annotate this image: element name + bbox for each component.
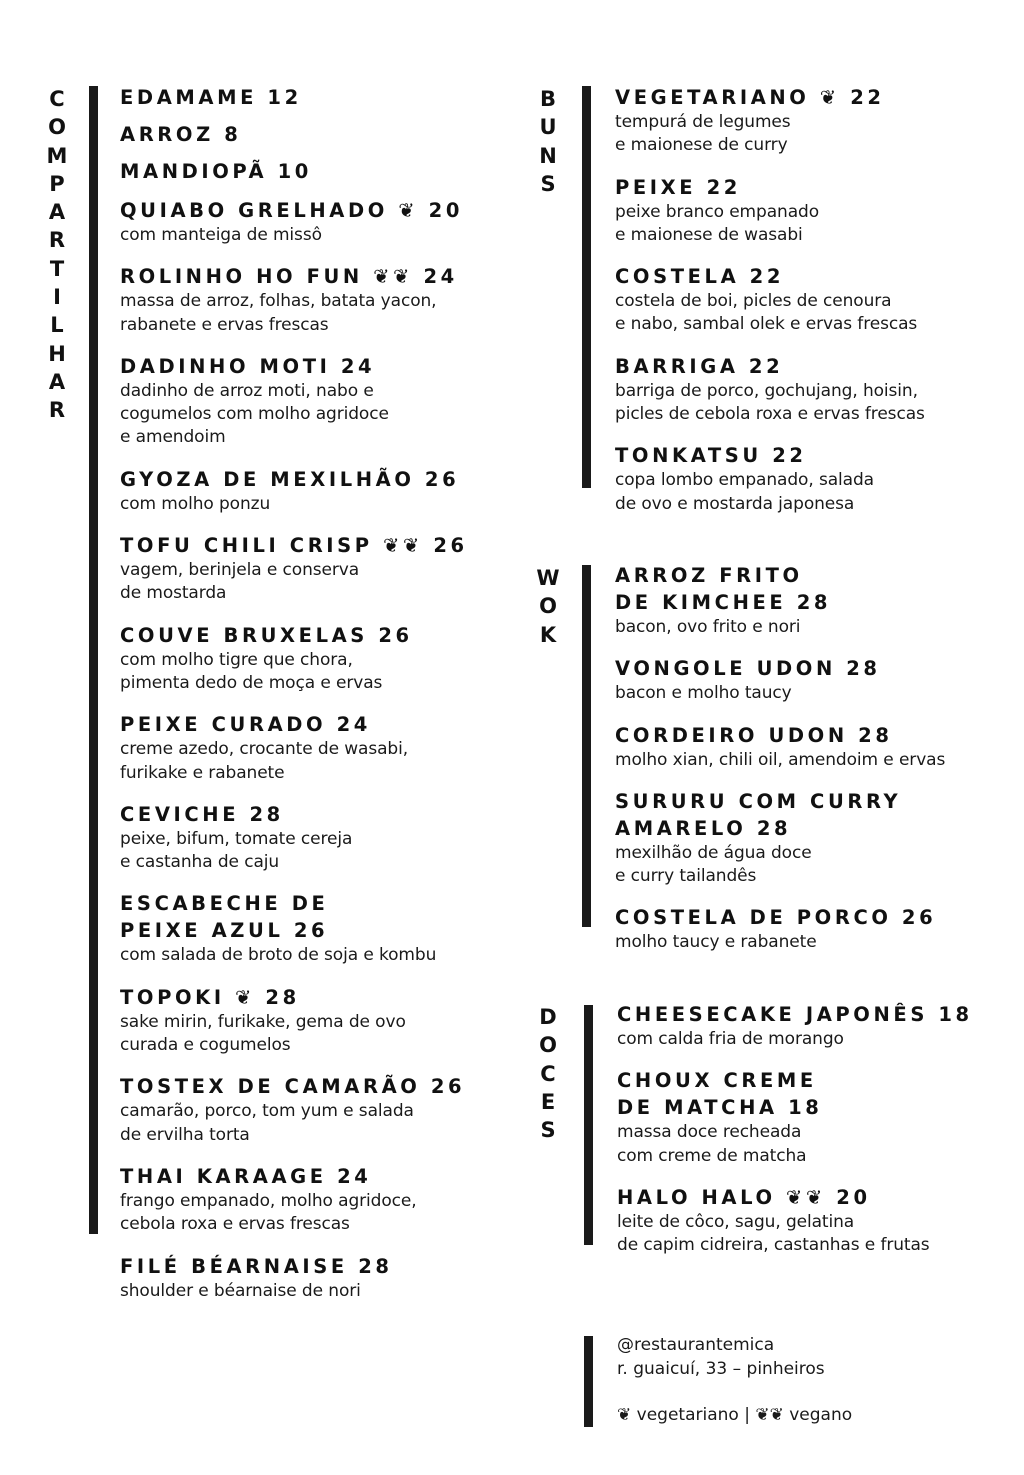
item-name: CHEESECAKE JAPONÊS 18: [617, 1003, 973, 1026]
menu-item: [120, 353, 500, 450]
item-description: molho xian, chili oil, amendoim e ervas: [615, 749, 946, 770]
menu-item: [120, 466, 500, 516]
section-divider-bar: [89, 86, 98, 1234]
item-description: com salada de broto de soja e kombu: [120, 945, 437, 966]
menu-item: [120, 984, 500, 1058]
item-name: SURURU COM CURRY AMARELO 28: [615, 789, 902, 840]
item-name: THAI KARAAGE 24: [120, 1164, 372, 1188]
item-description: frango empanado, molho agridoce, cebola roxa e ervas frescas: [120, 1190, 417, 1235]
menu-list-buns: [615, 84, 1015, 516]
menu-item: [615, 263, 1015, 337]
menu-item: [120, 1253, 500, 1303]
menu-item: [120, 711, 500, 785]
item-description: massa de arroz, folhas, batata yacon, rabanete e ervas frescas: [120, 291, 437, 335]
item-name: CEVICHE 28: [120, 802, 284, 826]
menu-item: [120, 622, 500, 696]
menu-list-doces: [617, 1001, 1017, 1257]
item-description: camarão, porco, tom yum e salada de ervilha torta: [120, 1101, 414, 1145]
item-description: leite de côco, sagu, gelatina de capim cidreira, castanhas e frutas: [617, 1211, 930, 1256]
item-name: MANDIOPÃ 10: [120, 160, 312, 183]
item-description: com molho tigre que chora, pimenta dedo de moça e ervas: [120, 649, 383, 693]
menu-item: [120, 801, 500, 875]
item-name: PEIXE 22: [615, 175, 741, 199]
item-name: BARRIGA 22: [615, 354, 784, 378]
item-description: tempurá de legumes e maionese de curry: [615, 112, 791, 156]
menu-list-wok: [615, 562, 1015, 955]
item-name: HALO HALO ❦❦ 20: [617, 1185, 871, 1209]
item-name: TONKATSU 22: [615, 444, 807, 468]
menu-item: [615, 904, 1015, 954]
footer-divider-bar: [584, 1336, 593, 1427]
menu-item: [615, 562, 1015, 639]
menu-item: [615, 788, 1015, 889]
menu-item: [615, 442, 1015, 516]
menu-list-compartilhar: [120, 84, 500, 1303]
item-description: com calda fria de morango: [617, 1029, 844, 1049]
item-description: creme azedo, crocante de wasabi, furikake e rabanete: [120, 739, 409, 783]
item-name: COSTELA 22: [615, 265, 784, 289]
item-description: com manteiga de missô: [120, 225, 322, 245]
item-description: bacon e molho taucy: [615, 683, 792, 704]
item-name: TOSTEX DE CAMARÃO 26: [120, 1075, 466, 1099]
item-name: TOFU CHILI CRISP ❦❦ 26: [120, 534, 468, 558]
item-name: VONGOLE UDON 28: [615, 657, 881, 681]
section-divider-bar: [582, 565, 591, 927]
menu-item: [120, 158, 500, 185]
menu-item: [615, 353, 1015, 427]
section-divider-bar: [584, 1005, 593, 1245]
item-description: peixe branco empanado e maionese de wasabi: [615, 201, 820, 245]
item-name: FILÉ BÉARNAISE 28: [120, 1254, 393, 1278]
item-name: TOPOKI ❦ 28: [120, 985, 300, 1009]
menu-item: [615, 174, 1015, 248]
item-description: dadinho de arroz moti, nabo e cogumelos com molho agridoce e amendoim: [120, 380, 389, 448]
menu-item: [120, 121, 500, 148]
menu-item: [120, 532, 500, 606]
menu-item: [617, 1067, 1017, 1168]
menu-item: [120, 1073, 500, 1147]
item-name: CHOUX CREME DE MATCHA 18: [617, 1069, 823, 1120]
item-description: shoulder e béarnaise de nori: [120, 1280, 361, 1301]
section-divider-bar: [582, 86, 591, 488]
section-label-buns: B U N S: [539, 87, 557, 196]
item-description: peixe, bifum, tomate cereja e castanha de caju: [120, 828, 353, 873]
diet-legend: ❦ vegetariano | ❦❦ vegano: [617, 1405, 853, 1425]
section-label-doces: D O C E S: [539, 1005, 557, 1143]
item-name: ROLINHO HO FUN ❦❦ 24: [120, 265, 458, 289]
item-name: EDAMAME 12: [120, 86, 302, 109]
item-description: sake mirin, furikake, gema de ovo curada e cogumelos: [120, 1011, 406, 1056]
menu-item: [120, 1163, 500, 1237]
item-description: costela de boi, picles de cenoura e nabo, sambal olek e ervas frescas: [615, 291, 918, 335]
menu-item: [120, 197, 500, 247]
menu-item: [615, 655, 1015, 705]
item-name: GYOZA DE MEXILHÃO 26: [120, 467, 460, 491]
item-name: CORDEIRO UDON 28: [615, 723, 893, 747]
menu-item: [615, 84, 1015, 158]
menu-item: [615, 722, 1015, 772]
item-description: molho taucy e rabanete: [615, 932, 817, 953]
section-label-wok: W O K: [536, 566, 560, 647]
item-description: copa lombo empanado, salada de ovo e mostarda japonesa: [615, 470, 874, 514]
item-name: ESCABECHE DE PEIXE AZUL 26: [120, 892, 329, 943]
item-name: VEGETARIANO ❦ 22: [615, 86, 885, 109]
menu-item: [617, 1001, 1017, 1051]
menu-item: [120, 890, 500, 967]
section-label-compartilhar: C O M P A R T I L H A R: [46, 87, 68, 423]
menu-item: [120, 263, 500, 337]
item-name: QUIABO GRELHADO ❦ 20: [120, 199, 463, 222]
item-name: COSTELA DE PORCO 26: [615, 906, 937, 930]
instagram-handle: @restaurantemica: [617, 1335, 775, 1355]
item-description: massa doce recheada com creme de matcha: [617, 1122, 807, 1166]
menu-item: [617, 1184, 1017, 1258]
item-description: com molho ponzu: [120, 493, 271, 514]
item-name: COUVE BRUXELAS 26: [120, 623, 413, 647]
item-name: ARROZ FRITO DE KIMCHEE 28: [615, 564, 832, 614]
item-name: PEIXE CURADO 24: [120, 713, 371, 737]
item-name: DADINHO MOTI 24: [120, 354, 376, 378]
item-description: bacon, ovo frito e nori: [615, 617, 801, 637]
item-description: mexilhão de água doce e curry tailandês: [615, 842, 812, 887]
item-name: ARROZ 8: [120, 123, 242, 146]
item-description: vagem, berinjela e conserva de mostarda: [120, 560, 360, 604]
item-description: barriga de porco, gochujang, hoisin, picles de cebola roxa e ervas frescas: [615, 380, 925, 425]
menu-item: [120, 84, 500, 111]
address: r. guaicuí, 33 – pinheiros: [617, 1358, 825, 1379]
footer-info: [617, 1334, 1017, 1428]
